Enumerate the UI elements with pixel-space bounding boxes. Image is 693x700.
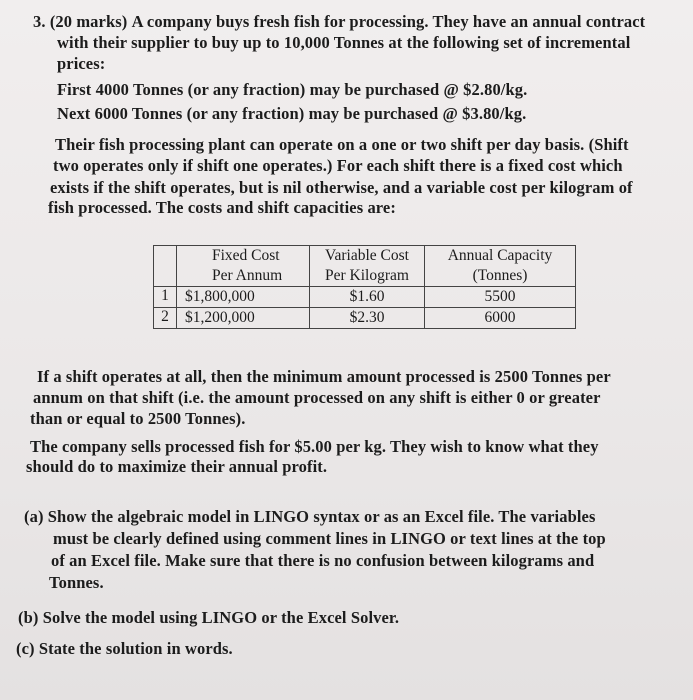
annual-capacity: 6000 (425, 308, 576, 329)
table-header-shift (154, 246, 177, 267)
variable-cost: $1.60 (310, 287, 425, 308)
min-text-line-2: annum on that shift (i.e. the amount processed on any shift is either 0 or greater (33, 388, 601, 407)
question-intro-line-2: with their supplier to buy up to 10,000 Tonnes at the following set of incremental (57, 33, 631, 52)
fixed-cost: $1,800,000 (177, 287, 310, 308)
table-row (154, 308, 576, 329)
min-text-line-1: If a shift operates at all, then the minimum amount processed is 2500 Tonnes per (37, 367, 611, 386)
sell-text-line-1: The company sells processed fish for $5.00 per kg. They wish to know what they (30, 437, 599, 456)
part-a-line-2: must be clearly defined using comment lines in LINGO or text lines at the top (53, 529, 606, 548)
cost-table (153, 245, 576, 329)
question-intro-line-1: A company buys fresh fish for processing. They have an annual contract (131, 12, 646, 31)
table-header-fixed-2: Per Annum (177, 266, 310, 287)
plant-text-line-2: two operates only if shift one operates.) For each shift there is a fixed cost which (53, 156, 623, 175)
part-c: (c) State the solution in words. (16, 639, 233, 658)
variable-cost: $2.30 (310, 308, 425, 329)
plant-text-line-4: fish processed. The costs and shift capacities are: (48, 198, 396, 217)
part-a-line-1: (a) Show the algebraic model in LINGO syntax or as an Excel file. The variables (24, 507, 596, 526)
question-header (33, 12, 645, 32)
part-a-line-3: of an Excel file. Make sure that there is no confusion between kilograms and (51, 551, 595, 570)
table-header-capacity-2: (Tonnes) (425, 266, 576, 287)
table-header-row-2 (154, 266, 576, 287)
table-header-capacity-1: Annual Capacity (425, 246, 576, 267)
part-a-line-4: Tonnes. (49, 573, 104, 592)
price-line-2: Next 6000 Tonnes (or any fraction) may be purchased @ $3.80/kg. (57, 104, 527, 123)
question-number: 3. (33, 12, 46, 31)
table-header-variable-1: Variable Cost (310, 246, 425, 267)
fixed-cost: $1,200,000 (177, 308, 310, 329)
part-b: (b) Solve the model using LINGO or the Excel Solver. (18, 608, 400, 627)
annual-capacity: 5500 (425, 287, 576, 308)
table-row (154, 287, 576, 308)
shift-number: 1 (154, 287, 177, 308)
question-intro-line-3: prices: (57, 54, 106, 73)
shift-number: 2 (154, 308, 177, 329)
plant-text-line-1: Their fish processing plant can operate on a one or two shift per day basis. (Shift (55, 135, 629, 154)
question-marks: (20 marks) (49, 12, 128, 31)
sell-text-line-2: should do to maximize their annual profit. (26, 457, 328, 476)
price-line-1: First 4000 Tonnes (or any fraction) may be purchased @ $2.80/kg. (57, 80, 528, 99)
table-header-fixed-1: Fixed Cost (177, 246, 310, 267)
table-header-shift-2 (154, 266, 177, 287)
table-header-variable-2: Per Kilogram (310, 266, 425, 287)
min-text-line-3: than or equal to 2500 Tonnes). (30, 409, 246, 428)
table-header-row-1 (154, 246, 576, 267)
plant-text-line-3: exists if the shift operates, but is nil otherwise, and a variable cost per kilogram of (50, 178, 633, 197)
